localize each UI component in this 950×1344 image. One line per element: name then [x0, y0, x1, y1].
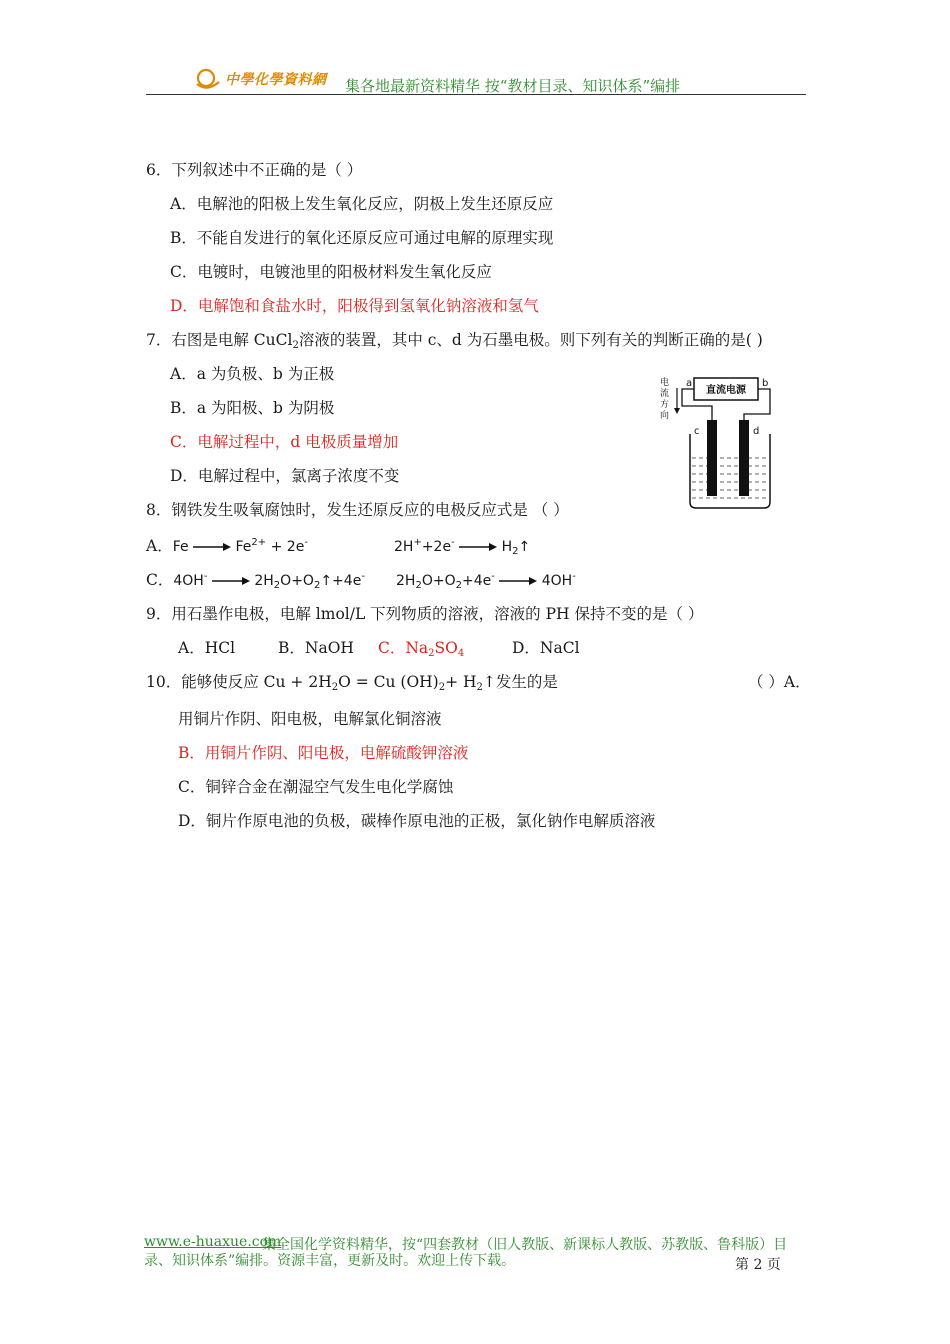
reaction-arrow-icon [193, 542, 231, 552]
solution-lines [692, 458, 768, 498]
power-supply-label: 直流电源 [706, 385, 746, 396]
current-direction-label-4: 向 [660, 411, 670, 421]
q10-option-b-answer: B．用铜片作阴、阳电极，电解硫酸钾溶液 [178, 744, 469, 762]
page-number: 第 2 页 [735, 1257, 781, 1273]
electrode-d-label: d [753, 426, 760, 437]
q10-answer-paren: （ ）A． [748, 673, 811, 691]
q10-option-d: D．铜片作原电池的负极，碳棒作原电池的正极，氯化钠作电解质溶液 [178, 812, 656, 830]
electrode-c [707, 420, 717, 496]
current-arrow-head-icon [674, 408, 680, 414]
beaker [690, 434, 770, 508]
terminal-a-label: a [686, 378, 693, 389]
terminal-b-label: b [762, 378, 769, 389]
current-direction-label-2: 流 [660, 389, 670, 399]
reaction-arrow-icon [499, 576, 537, 586]
q8-option-c: C．4OH- $2H_2O+O_2↑+4e^-$ [146, 571, 365, 591]
q6-option-c: C．电镀时，电镀池里的阳极材料发生氧化反应 [170, 263, 492, 281]
electrolysis-diagram [656, 374, 772, 514]
q9-option-a: A．HCl [178, 639, 236, 657]
q10-option-c: C．铜锌合金在潮湿空气发生电化学腐蚀 [178, 778, 454, 796]
logo-emblem-icon [195, 68, 221, 90]
q7-option-c-answer: C．电解过程中，d 电极质量增加 [170, 433, 399, 451]
q9-stem: 9．用石墨作电极，电解 lmol/L 下列物质的溶液，溶液的 PH 保持不变的是（ ） [146, 605, 704, 623]
reaction-arrow-icon [459, 542, 497, 552]
logo-text: 中學化學資料網 [225, 72, 327, 88]
q6-option-d-answer: D．电解饱和食盐水时，阳极得到氢氧化钠溶液和氢气 [170, 297, 539, 315]
q8-option-b: 2H++2e- $H_2↑$ [394, 537, 531, 557]
q7-option-d: D．电解过程中，氯离子浓度不变 [170, 467, 400, 485]
current-direction-label-1: 电 [660, 378, 670, 388]
footer-website-link[interactable]: www.e-huaxue.com [144, 1234, 282, 1250]
electrode-d [739, 420, 749, 496]
header-tagline: 集各地最新资料精华 按“教材目录、知识体系”编排 [345, 77, 681, 95]
q8-option-d: $2H_2O+O_2+4e^-$ 4OH- [396, 571, 576, 591]
q8-stem: 8．钢铁发生吸氧腐蚀时，发生还原反应的电极反应式是 （ ） [146, 501, 569, 519]
site-logo [195, 68, 327, 90]
current-direction-label-3: 方 [660, 400, 670, 410]
q6-option-a: A．电解池的阳极上发生氧化反应，阴极上发生还原反应 [170, 195, 554, 213]
footer-text-line-1: 集全国化学资料精华，按“四套教材（旧人教版、新课标人教版、苏教版、鲁科版）目 [262, 1237, 788, 1253]
reaction-arrow-icon [212, 576, 250, 586]
q9-option-c-answer: C．$Na_2SO_4$ [378, 639, 465, 659]
q7-stem: 7．右图是电解 CuCl$_2$溶液的装置，其中 c、d 为石墨电极。则下列有关的判断正确的是( ) [146, 331, 763, 351]
q9-option-b: B．NaOH [278, 639, 354, 657]
q9-option-d: D．NaCl [512, 639, 580, 657]
q10-stem: 10．能够使反应 $Cu + 2H_2O = Cu$ $(OH)_2+$ $H_2↑$发生的是 [146, 673, 558, 693]
q10-option-a: 用铜片作阴、阳电极，电解氯化铜溶液 [178, 710, 442, 728]
q7-option-a: A．a 为负极、b 为正极 [170, 365, 335, 383]
q7-option-b: B．a 为阳极、b 为阴极 [170, 399, 335, 417]
q6-option-b: B．不能自发进行的氧化还原反应可通过电解的原理实现 [170, 229, 554, 247]
q8-option-a: A．Fe $Fe^{2+} + 2e^-$ [146, 537, 308, 555]
q6-stem: 6．下列叙述中不正确的是（ ） [146, 161, 363, 179]
header-divider [146, 94, 806, 95]
electrode-c-label: c [694, 426, 700, 437]
footer-text-line-2: 录、知识体系”编排。资源丰富，更新及时。欢迎上传下载。 [144, 1253, 516, 1269]
